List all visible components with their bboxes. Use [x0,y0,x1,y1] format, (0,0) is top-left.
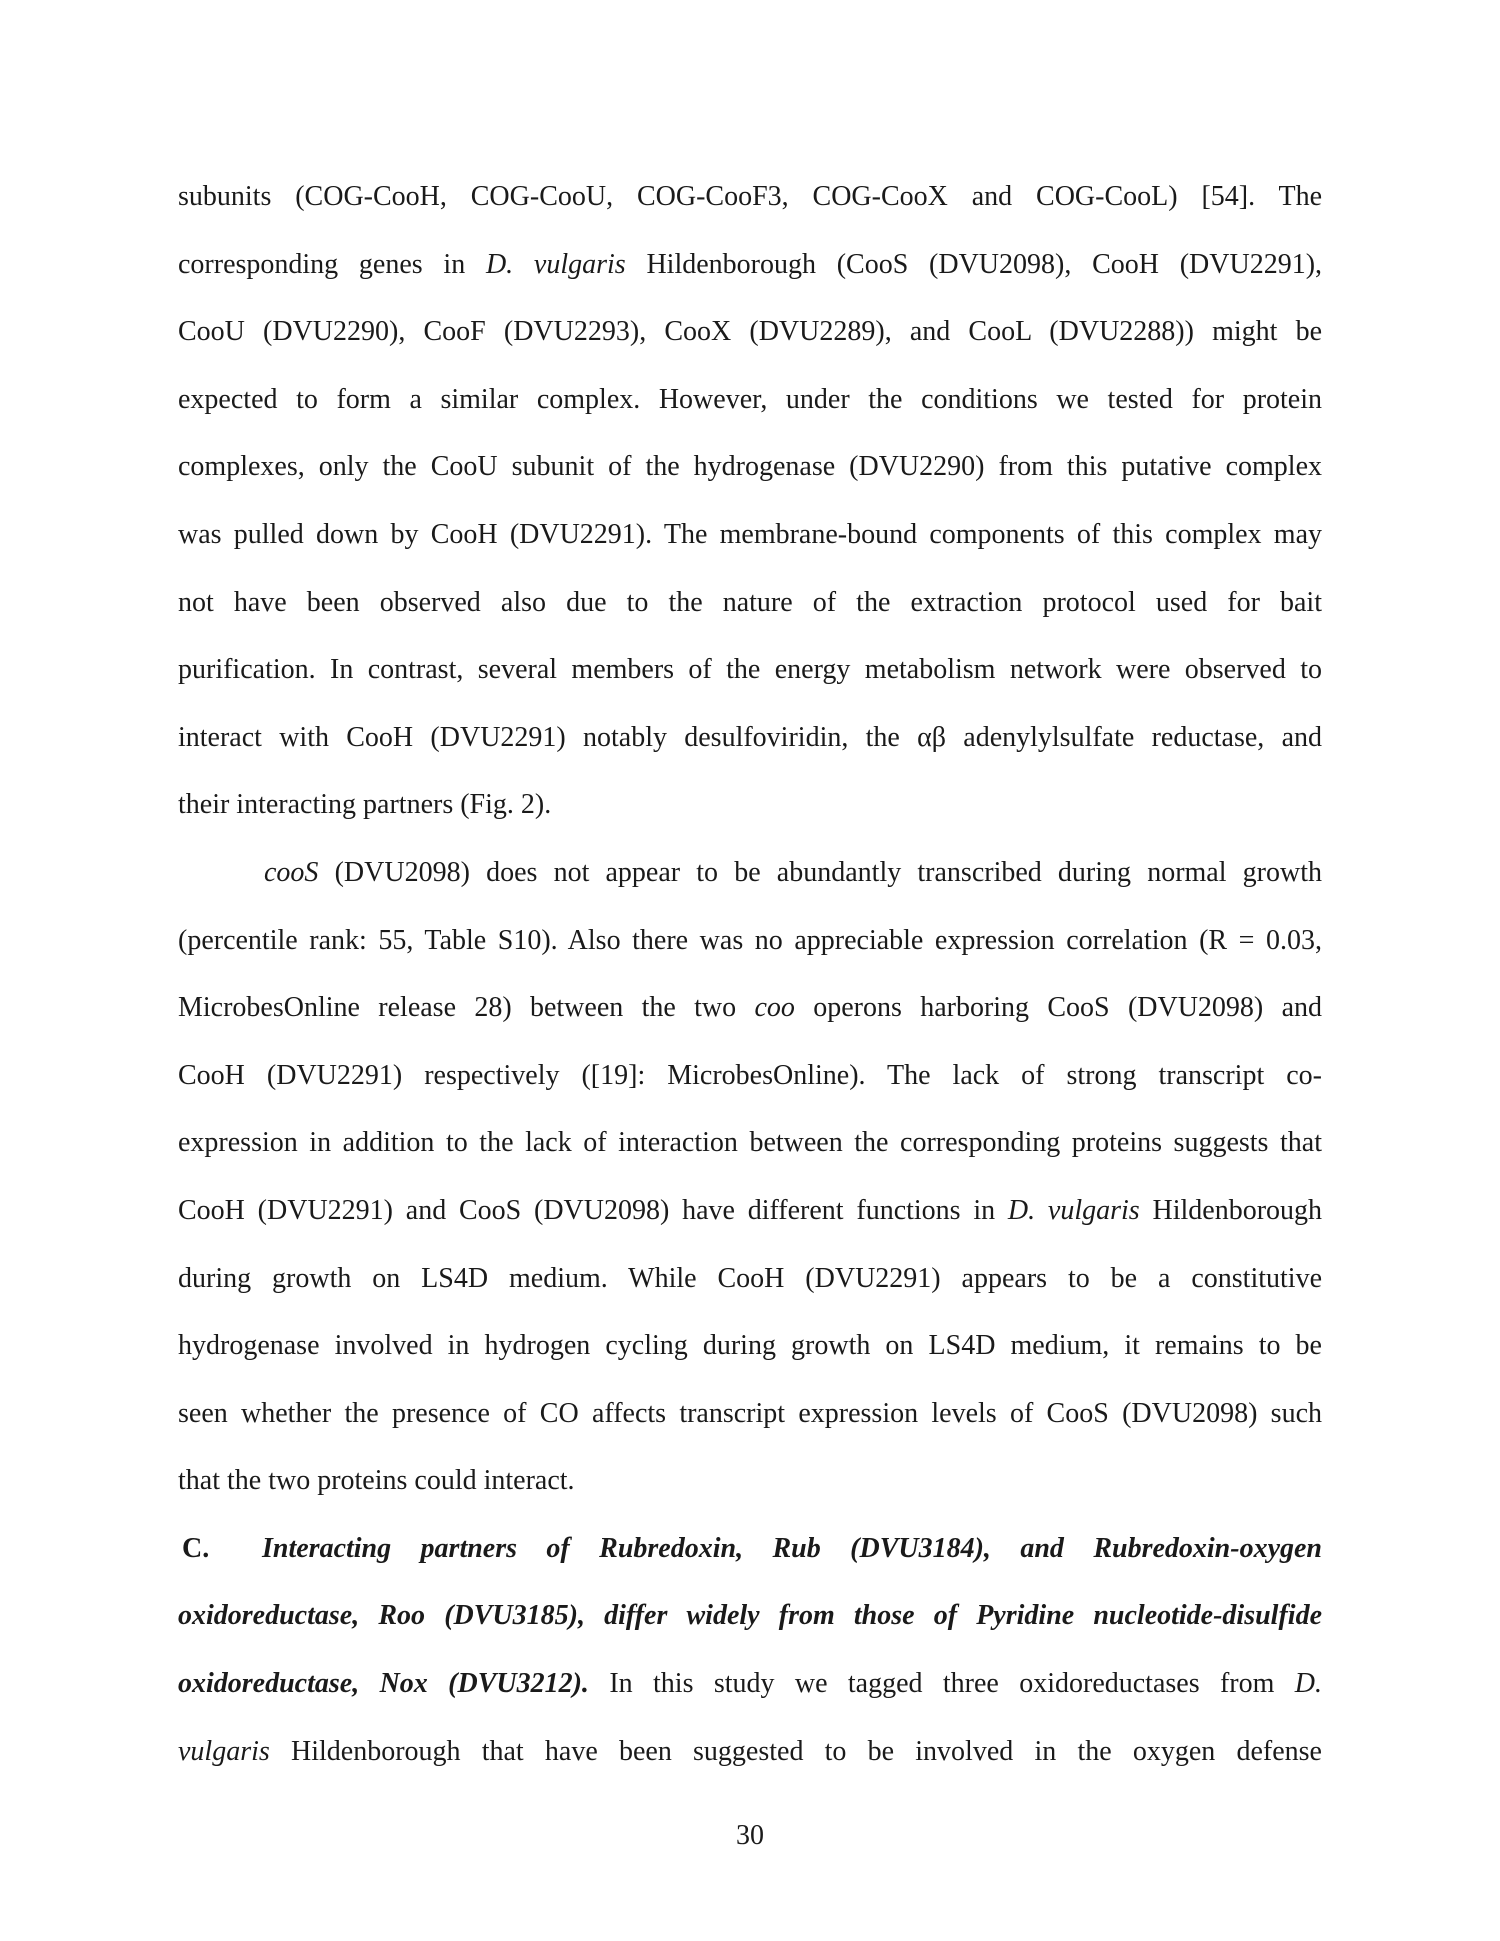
section-text-line [178,1726,1322,1794]
text-run: Hildenborough (CooS (DVU2098), CooH (DVU2291), [646,248,1323,280]
species-name: D. [1294,1668,1323,1700]
paragraph-2-line [178,982,1322,1050]
paragraph-1-line [178,306,1322,374]
section-heading: oxidoreductase, Nox (DVU3212). [178,1668,589,1700]
text-run: interact with CooH (DVU2291) notably desulfoviridin, the αβ adenylylsulfate reductase, and [178,721,1322,753]
text-run: complexes, only the CooU subunit of the hydrogenase (DVU2290) from this putative complex [178,451,1322,483]
paragraph-1-line [178,171,1322,239]
paragraph-2-line [178,847,1322,915]
paragraph-1-line [178,577,1322,645]
text-run: CooH (DVU2291) and CooS (DVU2098) have different functions in [178,1194,996,1226]
species-name: D. vulgaris [1007,1194,1140,1226]
text-run: seen whether the presence of CO affects transcript expression levels of CooS (DVU2098) such [178,1397,1322,1429]
body-text [178,171,1322,1793]
paragraph-1-line [178,779,1322,847]
paragraph-2-line [178,1117,1322,1185]
text-run: (percentile rank: 55, Table S10). Also there was no appreciable expression correlation (R = 0.03, [178,924,1322,956]
text-run: their interacting partners (Fig. 2). [178,789,552,821]
text-run: corresponding genes in [178,248,466,280]
text-run: during growth on LS4D medium. While CooH (DVU2291) appears to be a constitutive [178,1262,1322,1294]
text-run: In this study we tagged three oxidoreductases from [609,1668,1275,1700]
species-name: vulgaris [178,1735,270,1767]
text-run: subunits (COG-CooH, COG-CooU, COG-CooF3, COG-CooX and COG-CooL) [54]. The [178,181,1322,212]
section-label: C. [182,1532,210,1564]
paragraph-1-line [178,509,1322,577]
paragraph-2-line [178,1253,1322,1321]
paragraph-1-line [178,712,1322,780]
text-run: expected to form a similar complex. However, under the conditions we tested for protein [178,383,1322,415]
gene-name: cooS [264,856,319,888]
paragraph-2-line [178,1185,1322,1253]
page-number: 30 [736,1820,764,1851]
text-run: Hildenborough [1152,1194,1323,1226]
text-run: hydrogenase involved in hydrogen cycling during growth on LS4D medium, it remains to be [178,1330,1322,1362]
paragraph-1-line [178,441,1322,509]
paragraph-2-line [178,1050,1322,1118]
text-run: CooH (DVU2291) respectively ([19]: MicrobesOnline). The lack of strong transcript co- [178,1059,1322,1091]
section-heading-line [178,1590,1322,1658]
paragraph-1-line [178,374,1322,442]
paragraph-1-line [178,644,1322,712]
paragraph-2-line [178,1320,1322,1388]
text-run: expression in addition to the lack of interaction between the corresponding proteins suggests that [178,1127,1322,1159]
paragraph-1-line [178,239,1322,307]
text-run: was pulled down by CooH (DVU2291). The membrane-bound components of this complex may [178,518,1322,550]
paragraph-2-line [178,1455,1322,1523]
section-heading-line [178,1658,1322,1726]
gene-name: coo [754,992,795,1024]
text-run: operons harboring CooS (DVU2098) and [813,992,1323,1024]
paragraph-2-line [178,1388,1322,1456]
text-run: purification. In contrast, several members of the energy metabolism network were observed to [178,654,1322,686]
section-heading-line [178,1523,1322,1591]
section-heading: Interacting partners of Rubredoxin, Rub (DVU3184), and Rubredoxin-oxygen [262,1532,1322,1564]
section-heading: oxidoreductase, Roo (DVU3185), differ widely from those of Pyridine nucleotide-disulfide [178,1600,1322,1632]
text-run: that the two proteins could interact. [178,1465,575,1497]
text-run: Hildenborough that have been suggested to be involved in the oxygen defense [290,1735,1322,1767]
species-name: D. vulgaris [485,248,626,280]
paragraph-2-line [178,915,1322,983]
text-run: (DVU2098) does not appear to be abundantly transcribed during normal growth [334,856,1322,888]
text-run: MicrobesOnline release 28) between the two [178,992,737,1024]
text-run: CooU (DVU2290), CooF (DVU2293), CooX (DVU2289), and CooL (DVU2288)) might be [178,316,1322,348]
text-run: not have been observed also due to the nature of the extraction protocol used for bait [178,586,1322,618]
